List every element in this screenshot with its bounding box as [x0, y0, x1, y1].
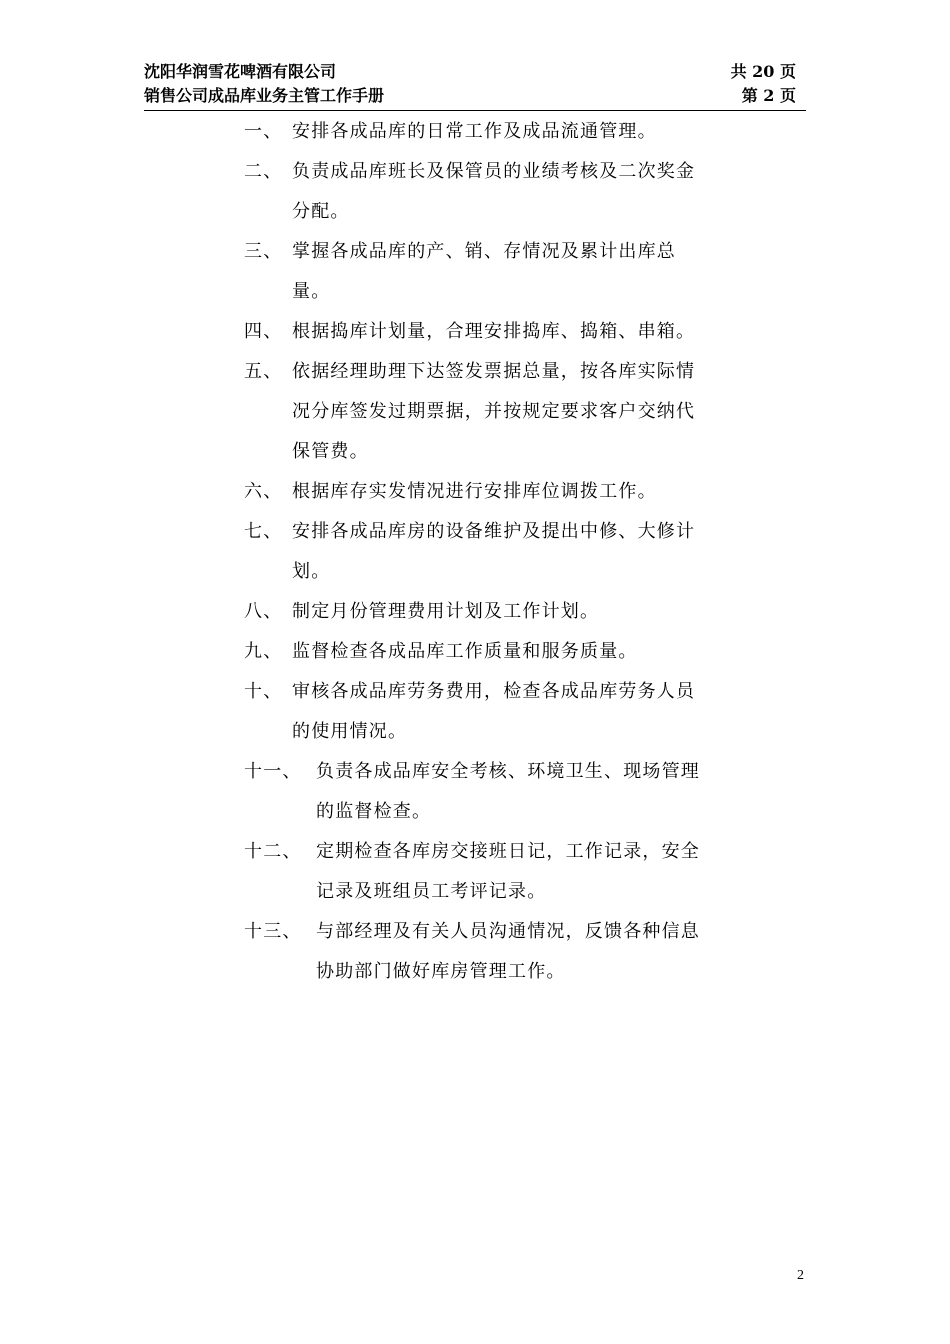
duties-list [244, 112, 799, 992]
duty-item-number: 五、 [244, 361, 283, 382]
duty-item-number: 六、 [244, 481, 283, 502]
duty-item-number: 九、 [244, 641, 283, 662]
duty-item-number: 八、 [244, 601, 283, 622]
header-row-2 [144, 84, 806, 108]
duty-item [244, 352, 799, 472]
duty-item-line: 况分库签发过期票据，并按规定要求客户交纳代 [292, 401, 696, 422]
duty-item [244, 152, 799, 232]
duty-item-line: 划。 [292, 561, 331, 582]
duty-item-line: 与部经理及有关人员沟通情况，反馈各种信息 [316, 921, 700, 942]
duty-item-text [244, 232, 799, 312]
duty-item-number: 七、 [244, 521, 283, 542]
duty-item-line: 协助部门做好库房管理工作。 [316, 961, 566, 982]
duty-item-line: 分配。 [292, 201, 350, 222]
duty-item-number: 一、 [244, 121, 283, 142]
duty-item-number: 十三、 [244, 921, 302, 942]
duty-item-line: 的监督检查。 [316, 801, 432, 822]
duty-item-line: 安排各成品库房的设备维护及提出中修、大修计 [292, 521, 696, 542]
duty-item-number: 三、 [244, 241, 283, 262]
duty-item-line: 根据捣库计划量，合理安排捣库、捣箱、串箱。 [292, 321, 696, 342]
duty-item-line: 安排各成品库的日常工作及成品流通管理。 [292, 121, 657, 142]
duty-item-text [244, 632, 799, 672]
duty-item-text [244, 912, 799, 992]
duty-item-number: 四、 [244, 321, 283, 342]
duty-item-number: 十、 [244, 681, 283, 702]
duty-item-text [244, 592, 799, 632]
duty-item-text [244, 832, 799, 912]
duty-item-line: 定期检查各库房交接班日记，工作记录，安全 [316, 841, 700, 862]
manual-title: 销售公司成品库业务主管工作手册 [144, 86, 385, 105]
duty-item-text [244, 312, 799, 352]
duty-item-line: 依据经理助理下达签发票据总量，按各库实际情 [292, 361, 696, 382]
duty-item-text [244, 512, 799, 592]
duty-item [244, 752, 799, 832]
duty-item-line: 审核各成品库劳务费用，检查各成品库劳务人员 [292, 681, 696, 702]
duty-item-text [244, 352, 799, 472]
duty-item [244, 592, 799, 632]
duty-item-text [244, 472, 799, 512]
duty-item [244, 512, 799, 592]
duty-item [244, 672, 799, 752]
header-row-1 [144, 60, 806, 84]
duty-item [244, 312, 799, 352]
duty-item-line: 根据库存实发情况进行安排库位调拨工作。 [292, 481, 657, 502]
duty-item-text [244, 152, 799, 232]
duty-item [244, 912, 799, 992]
duty-item-number: 十二、 [244, 841, 302, 862]
duty-item-line: 负责各成品库安全考核、环境卫生、现场管理 [316, 761, 700, 782]
duty-item [244, 632, 799, 672]
duty-item-text [244, 112, 799, 152]
current-page: 第 2 页 [741, 86, 796, 105]
company-name: 沈阳华润雪花啤酒有限公司 [144, 62, 337, 81]
duty-item-line: 记录及班组员工考评记录。 [316, 881, 547, 902]
duty-item-text [244, 672, 799, 752]
duty-item-line: 的使用情况。 [292, 721, 408, 742]
duty-item-line: 掌握各成品库的产、销、存情况及累计出库总 [292, 241, 676, 262]
duty-item [244, 232, 799, 312]
duty-item-line: 量。 [292, 281, 331, 302]
duty-item [244, 112, 799, 152]
duty-item-text [244, 752, 799, 832]
duty-item [244, 472, 799, 512]
total-pages: 共 20 页 [730, 62, 796, 81]
duty-item [244, 832, 799, 912]
duty-item-line: 监督检查各成品库工作质量和服务质量。 [292, 641, 638, 662]
duty-item-line: 负责成品库班长及保管员的业绩考核及二次奖金 [292, 161, 696, 182]
duty-item-number: 二、 [244, 161, 283, 182]
page-number: 2 [797, 1268, 804, 1283]
duty-item-line: 制定月份管理费用计划及工作计划。 [292, 601, 600, 622]
duty-item-line: 保管费。 [292, 441, 369, 462]
duty-item-number: 十一、 [244, 761, 302, 782]
page-header [144, 58, 806, 111]
